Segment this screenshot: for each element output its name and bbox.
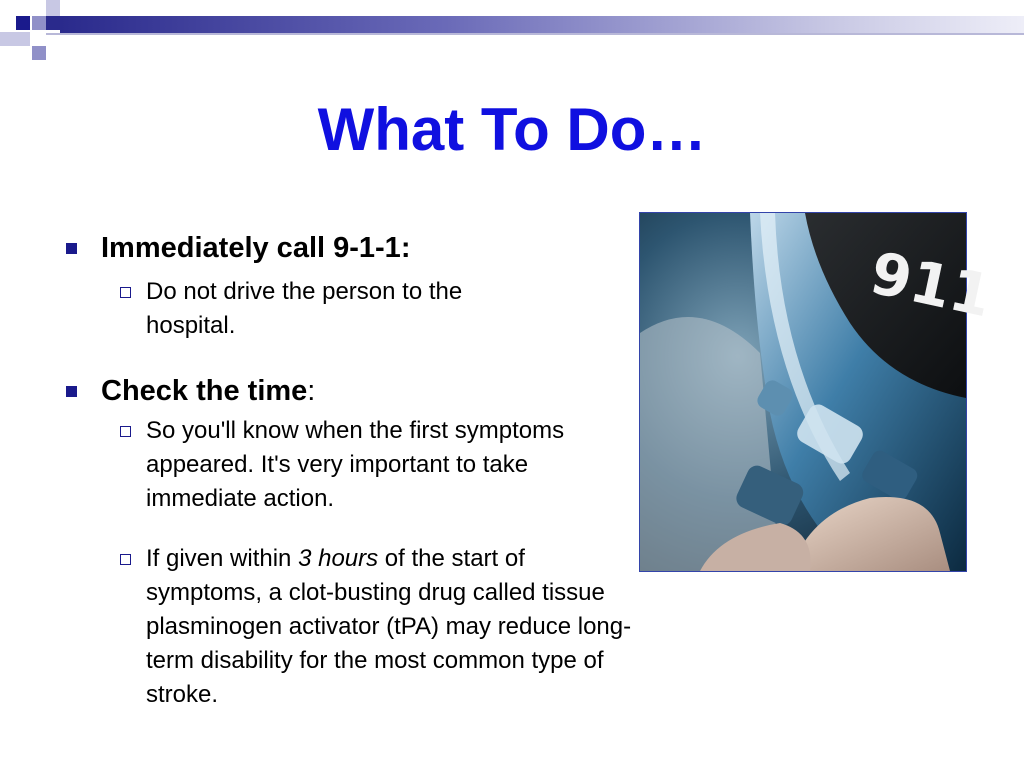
bullet-heading: Immediately call 9-1-1: — [101, 232, 411, 264]
sub-bullet-text: If given within 3 hours of the start of symptoms, a clot-busting drug called tissue plasminogen activator (tPA) may reduce long-term disability for the most common type of stroke. — [146, 545, 632, 708]
decor-square — [16, 32, 30, 46]
decor-square — [46, 16, 60, 30]
square-bullet-icon — [66, 386, 77, 397]
hollow-square-bullet-icon — [120, 554, 131, 565]
header-bar — [60, 16, 1024, 33]
sub-bullet — [120, 414, 610, 516]
square-bullet-icon — [66, 243, 77, 254]
bullet-heading: Check the time — [101, 375, 308, 407]
bullet-check-time — [64, 371, 634, 411]
hollow-square-bullet-icon — [120, 426, 131, 437]
bullet-call-911 — [64, 228, 634, 268]
decor-square — [46, 0, 60, 16]
phone-screen-text: 911 — [864, 238, 998, 331]
slide-title: What To Do… — [317, 96, 707, 163]
sub-bullet — [120, 542, 634, 712]
decor-square — [32, 46, 46, 60]
decor-square — [0, 32, 16, 46]
emphasis-text: 3 hours — [298, 545, 379, 572]
hollow-square-bullet-icon — [120, 287, 131, 298]
decor-square — [32, 16, 46, 30]
decor-square — [16, 16, 30, 30]
slide-body — [64, 228, 634, 712]
bullet-heading-suffix: : — [307, 375, 316, 407]
header-line — [46, 33, 1024, 35]
sub-bullet-text: So you'll know when the first symptoms appeared. It's very important to take immediate action. — [146, 417, 565, 512]
sub-bullet-text: Do not drive the person to the hospital. — [146, 278, 463, 339]
cell-phone-911-photo — [639, 212, 998, 572]
sub-bullet — [120, 275, 546, 343]
